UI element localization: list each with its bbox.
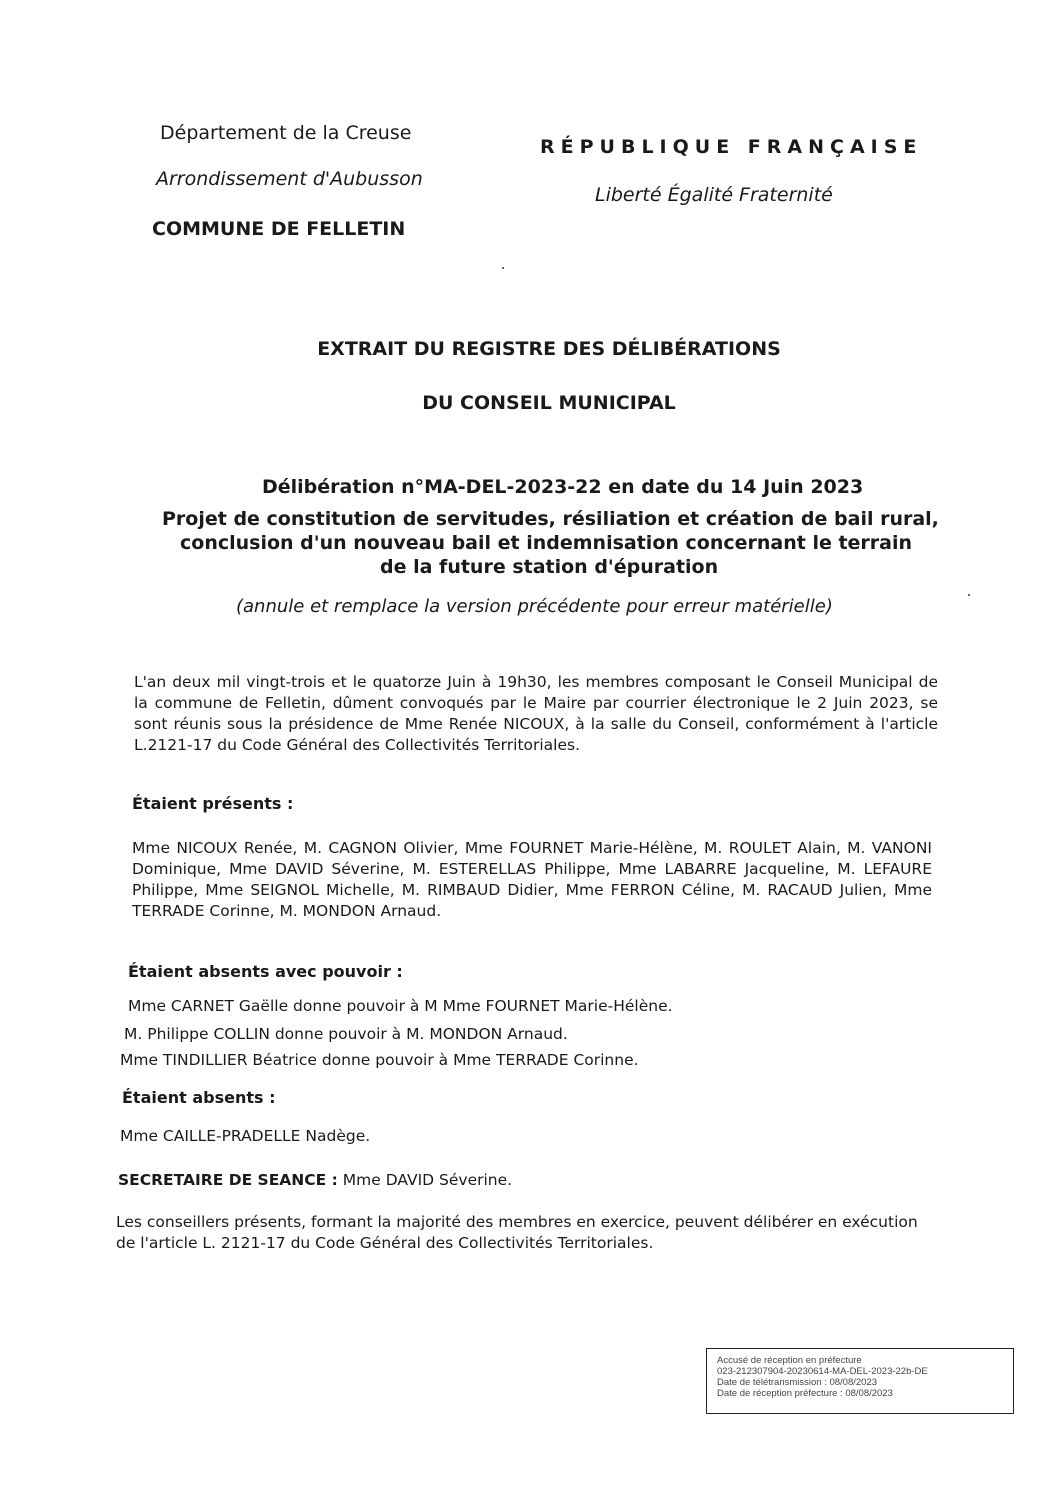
secretaire-value: Mme DAVID Séverine. (342, 1171, 513, 1189)
presents-list: Mme NICOUX Renée, M. CAGNON Olivier, Mme FOURNET Marie-Hélène, M. ROULET Alain, M. VANONI Dominique, Mme DAVID Séverine, M. ESTERELLAS Philippe, Mme LABARRE Jacqueline, M. LEFAURE Philippe, Mme SEIGNOL Michelle, M. RIMBAUD Didier, Mme FERRON Céline, M. RACAUD Julien, Mme TERRADE Corinne, M. MONDON Arnaud. (132, 839, 932, 920)
absents-heading: Étaient absents : (122, 1088, 276, 1107)
prefecture-receipt-stamp (706, 1348, 1014, 1414)
secretaire-label: SECRETAIRE DE SEANCE : (118, 1171, 338, 1189)
deliberation-reference: Délibération n°MA-DEL-2023-22 en date du 14 Juin 2023 (262, 476, 864, 498)
intro-paragraph: L'an deux mil vingt-trois et le quatorze Juin à 19h30, les membres composant le Conseil Municipal de la commune de Felletin, dûment convoqués par le Maire par courrier électronique le 2 Juin 2023, se sont réunis sous la présidence de Mme Renée NICOUX, à la salle du Conseil, conformément à l'article L.2121-17 du Code Général des Collectivités Territoriales. (134, 673, 938, 754)
subject-line-3: de la future station d'épuration (380, 556, 719, 578)
stamp-line-4: Date de réception préfecture : 08/08/2023 (717, 1388, 893, 1399)
subject-line-2: conclusion d'un nouveau bail et indemnisation concernant le terrain (180, 532, 913, 554)
absents-list: Mme CAILLE-PRADELLE Nadège. (120, 1127, 371, 1145)
quorum-paragraph: Les conseillers présents, formant la majorité des membres en exercice, peuvent délibérer en exécution de l'article L. 2121-17 du Code Général des Collectivités Territoriales. (116, 1213, 918, 1252)
departement: Département de la Creuse (160, 122, 412, 144)
commune-name: COMMUNE DE FELLETIN (152, 218, 406, 240)
stamp-line-3: Date de télétransmission : 08/08/2023 (717, 1377, 878, 1388)
stamp-line-2: 023-212307904-20230614-MA-DEL-2023-22b-DE (717, 1366, 928, 1377)
stamp-line-1: Accusé de réception en préfecture (717, 1355, 862, 1366)
absents-pouvoir-heading: Étaient absents avec pouvoir : (128, 962, 403, 981)
register-title-line1: EXTRAIT DU REGISTRE DES DÉLIBÉRATIONS (317, 338, 781, 360)
secretaire-de-seance (118, 1170, 512, 1191)
register-title-line2: DU CONSEIL MUNICIPAL (422, 392, 676, 414)
scan-speck (502, 267, 504, 269)
devise: Liberté Égalité Fraternité (595, 184, 833, 206)
presents-heading: Étaient présents : (132, 794, 294, 813)
arrondissement: Arrondissement d'Aubusson (156, 168, 423, 190)
scan-speck (968, 594, 970, 596)
pouvoir-line-2: M. Philippe COLLIN donne pouvoir à M. MONDON Arnaud. (124, 1025, 568, 1043)
pouvoir-line-1: Mme CARNET Gaëlle donne pouvoir à M Mme FOURNET Marie-Hélène. (128, 997, 673, 1015)
republique-francaise: RÉPUBLIQUE FRANÇAISE (540, 136, 923, 158)
correction-note: (annule et remplace la version précédente pour erreur matérielle) (236, 596, 833, 617)
pouvoir-line-3: Mme TINDILLIER Béatrice donne pouvoir à Mme TERRADE Corinne. (120, 1051, 639, 1069)
subject-line-1: Projet de constitution de servitudes, résiliation et création de bail rural, (162, 508, 939, 530)
